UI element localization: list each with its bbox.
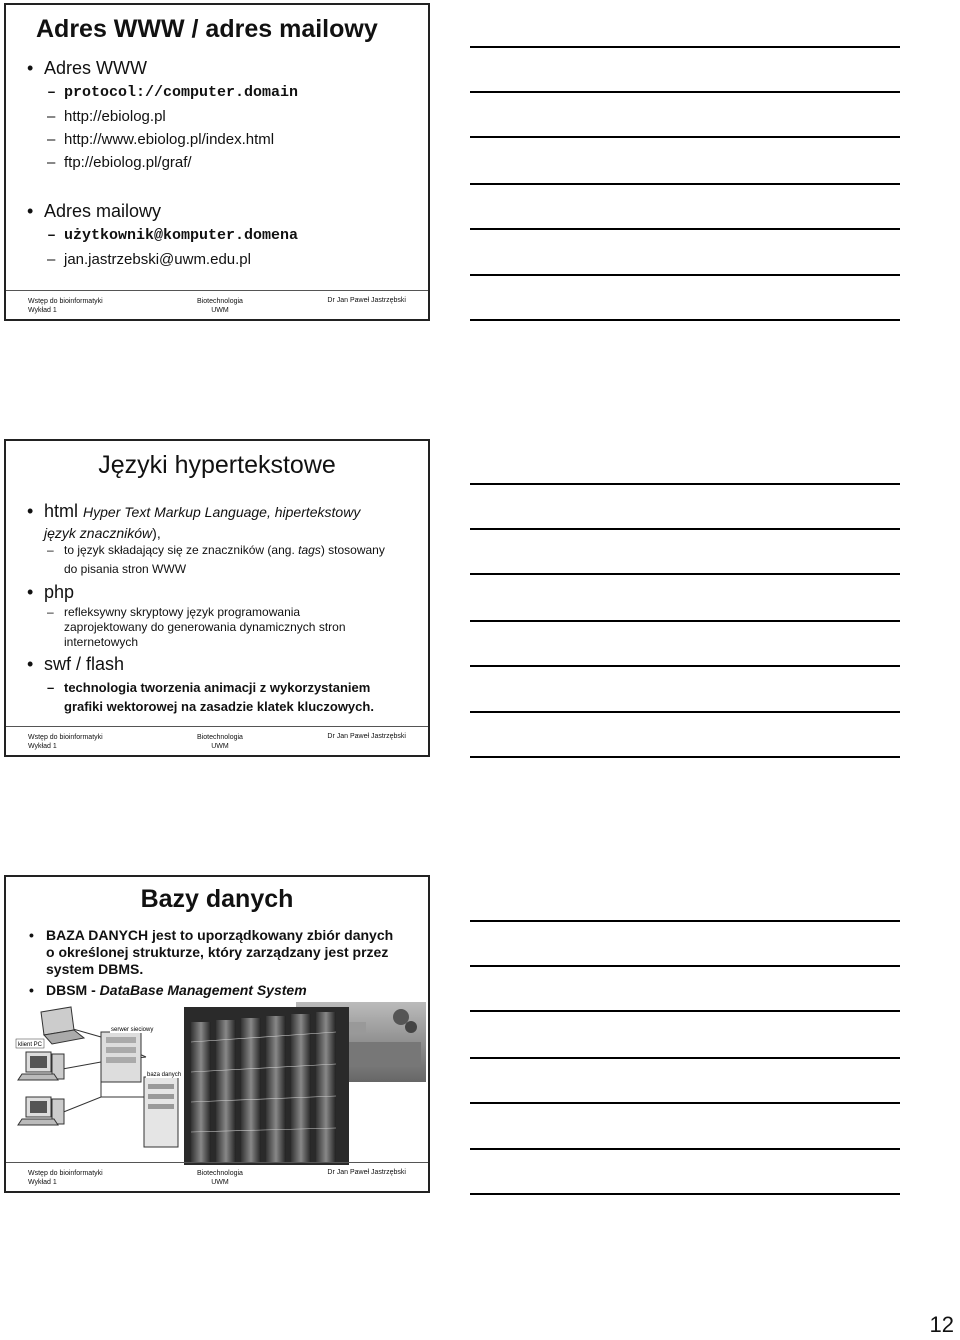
footer-course: Wstęp do bioinformatyki	[28, 298, 103, 305]
php-sub-1: refleksywny skryptowy język programowania	[64, 605, 301, 619]
footer-author: Dr Jan Paweł Jastrzębski	[327, 297, 406, 304]
desktop-pc-icon-2	[18, 1097, 64, 1125]
footer-program: Biotechnologia	[197, 1170, 243, 1177]
html-sub-tags: tags	[298, 543, 321, 557]
bullet-dbsm	[46, 982, 307, 998]
label-client: klient PC	[18, 1042, 43, 1048]
network-diagram-svg	[6, 1002, 428, 1167]
html-sub-tail: ) stosowany	[320, 543, 385, 557]
footer-university: UWM	[211, 307, 229, 314]
sub-http-ebiolog: – http://ebiolog.pl	[64, 108, 166, 125]
slide-2	[4, 439, 430, 757]
db-def-2: o określonej strukturze, który zarządzany jest przez	[46, 944, 389, 960]
sub-protocol: – protocol://computer.domain	[64, 84, 298, 101]
slide-3	[4, 875, 430, 1193]
html-desc-tail: ),	[152, 525, 161, 541]
database-illustration	[6, 1002, 428, 1167]
html-desc-2: język znaczników	[44, 525, 153, 541]
footer-university: UWM	[211, 1179, 229, 1186]
sub-html-definition	[64, 541, 414, 579]
desktop-pc-icon	[18, 1052, 64, 1080]
server-tower-icon	[101, 1032, 141, 1082]
slide-1-title: Adres WWW / adres mailowy	[36, 15, 378, 43]
footer-university: UWM	[211, 743, 229, 750]
swf-sub-2: grafiki wektorowej na zasadzie klatek kluczowych.	[64, 699, 374, 714]
slide-3-title: Bazy danych	[140, 885, 294, 913]
slide-3-footer	[6, 1162, 428, 1191]
laptop-icon	[41, 1007, 84, 1044]
slide-1-footer	[6, 290, 428, 319]
sub-uzytkownik: – użytkownik@komputer.domena	[64, 227, 298, 244]
html-label: html	[44, 501, 79, 521]
html-sub-2: do pisania stron WWW	[64, 562, 187, 576]
dbsm-prefix: DBSM -	[46, 982, 100, 998]
footer-author: Dr Jan Paweł Jastrzębski	[327, 733, 406, 740]
footer-program: Biotechnologia	[197, 734, 243, 741]
footer-author: Dr Jan Paweł Jastrzębski	[327, 1169, 406, 1176]
footer-program: Biotechnologia	[197, 298, 243, 305]
sub-ftp-ebiolog: – ftp://ebiolog.pl/graf/	[64, 154, 192, 171]
bullet-swf: • swf / flash	[44, 654, 124, 675]
bullet-html	[44, 501, 414, 543]
footer-lecture: Wykład 1	[28, 307, 57, 314]
swf-sub-1: technologia tworzenia animacji z wykorzystaniem	[64, 680, 371, 695]
dbsm-name: DataBase Management System	[99, 982, 307, 998]
db-def-3: system DBMS.	[46, 961, 144, 977]
php-sub-2: zaprojektowany do generowania dynamicznych stron	[64, 620, 346, 634]
db-def-1: BAZA DANYCH jest to uporządkowany zbiór danych	[46, 927, 394, 943]
bullet-adres-mailowy: • Adres mailowy	[44, 201, 161, 222]
database-server-icon	[144, 1077, 178, 1147]
php-sub-3: internetowych	[64, 635, 139, 649]
bullet-baza-danych	[46, 927, 416, 978]
footer-lecture: Wykład 1	[28, 743, 57, 750]
label-server: serwer sieciowy	[111, 1027, 154, 1033]
slide-1	[4, 3, 430, 321]
footer-course: Wstęp do bioinformatyki	[28, 734, 103, 741]
sub-php-definition	[64, 605, 414, 650]
label-database: baza danych	[147, 1072, 182, 1078]
html-desc: Hyper Text Markup Language, hipertekstowy	[83, 504, 361, 520]
footer-lecture: Wykład 1	[28, 1179, 57, 1186]
html-sub-text: to język składający się ze znaczników (ang.	[64, 543, 295, 557]
page-number: 12	[929, 1312, 954, 1337]
slide-2-title: Języki hypertekstowe	[98, 451, 336, 479]
sub-jan-email: – jan.jastrzebski@uwm.edu.pl	[64, 251, 251, 268]
slide-2-footer	[6, 726, 428, 755]
bullet-adres-www: • Adres WWW	[44, 58, 147, 79]
sub-swf-definition	[64, 678, 424, 716]
sub-http-www-ebiolog: – http://www.ebiolog.pl/index.html	[64, 131, 274, 148]
bullet-php: • php	[44, 582, 74, 603]
footer-course: Wstęp do bioinformatyki	[28, 1170, 103, 1177]
